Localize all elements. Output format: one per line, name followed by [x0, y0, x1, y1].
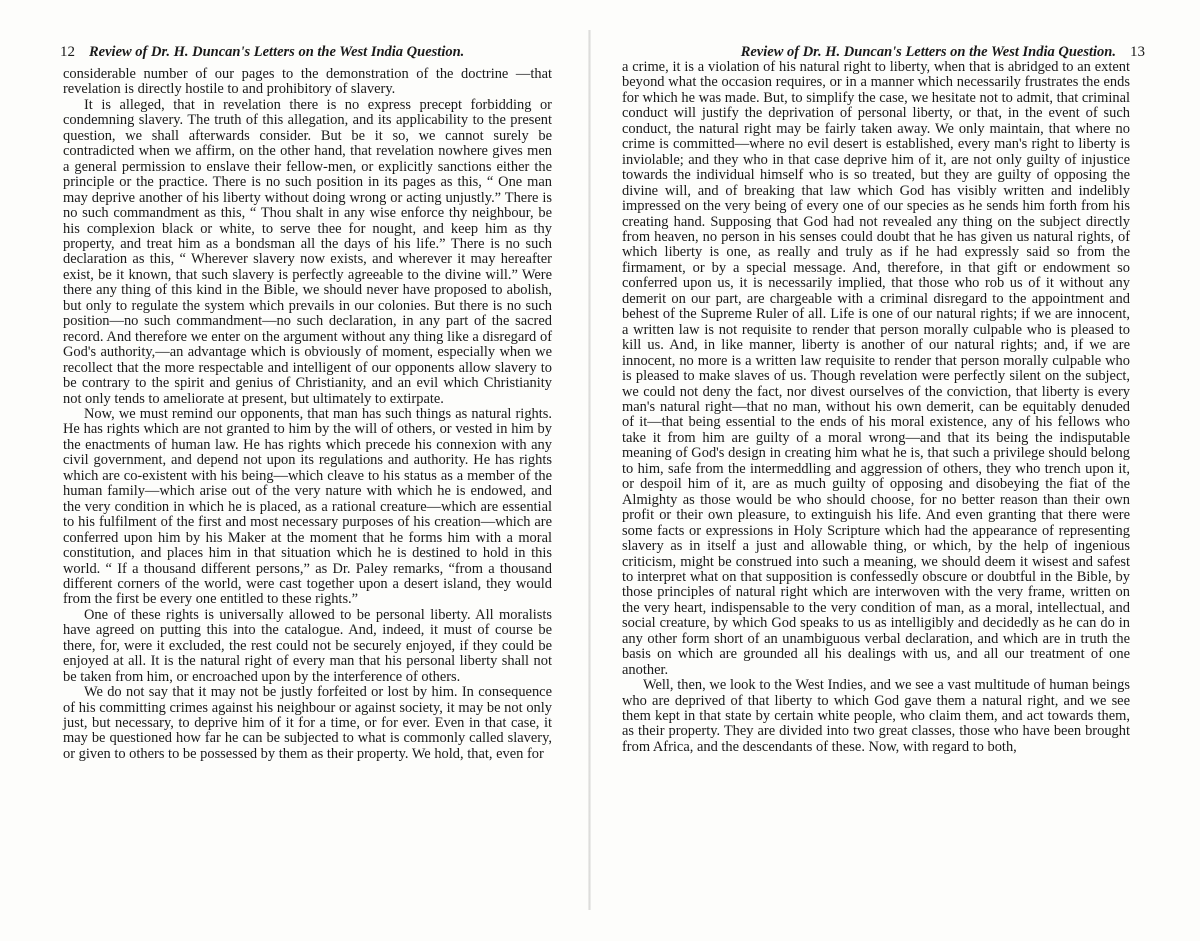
left-paragraph-5: We do not say that it may not be justly forfeited or lost by him. In consequence of his committing crimes against his neighbour or against society, it may be not only just, but necessary, to deprive him of it for a time, or for ever. Even in that case, it may be questioned how far he can be subjected to what is commonly called slavery, or given to others to be possessed by them as their property. We hold, that, even for	[63, 684, 552, 762]
right-running-head: Review of Dr. H. Duncan's Letters on the West India Question.	[740, 44, 1116, 60]
left-page-number: 12	[60, 44, 75, 60]
left-page-body	[63, 67, 552, 762]
right-paragraph-1: a crime, it is a violation of his natural right to liberty, when that is abridged to an extent beyond what the occasion requires, or in a manner which necessarily frustrates the ends for which he was made. But, to simplify the case, we hesitate not to admit, that criminal conduct will justify the deprivation of personal liberty, or that, in the event of such conduct, the natural right may be fairly taken away. We only maintain, that where no crime is committed—where no evil desert is established, every man's right to liberty is inviolable; and they who in that case deprive him of it, are not only guilty of injustice towards the individual himself who is so treated, but they are guilty of opposing the divine will, and of breaking that law which God has visibly written and indelibly impressed on the very being of every one of our species as he sends him forth from his creating hand. Supposing that God had not revealed any thing on the subject directly from heaven, no person in his senses could doubt that he has given us natural rights, of which liberty is one, as really and truly as if he had expressly said so from the firmament, or by a special message. And, therefore, in that gift or endowment so conferred upon us, it is necessarily implied, that those who rob us of it without any demerit on our part, are chargeable with a criminal disregard to the appointment and behest of the Supreme Ruler of all. Life is one of our natural rights; if we are innocent, a written law is not requisite to render that person morally culpable who is pleased to kill us. And, in like manner, liberty is another of our natural rights; and, if we are innocent, no more is a written law requisite to render that person morally culpable who is pleased to make slaves of us. Though revelation were perfectly silent on the subject, we could not deny the fact, nor divest ourselves of the conviction, that liberty is every man's natural right—that no man, without his own demerit, can be equitably denuded of it—that being essential to the ends of his moral existence, any of his fellows who take it from him are guilty of a moral wrong—and that its being the indisputable meaning of God's design in creating him what he is, that such a privilege should belong to him, safe from the intermeddling and aggression of others, they who trench upon it, or despoil him of it, are as much guilty of opposing and disobeying the fiat of the Almighty as those would be who should choose, for no better reason than their own profit or their own pleasure, to extinguish his life. And even granting that there were some facts or expressions in Holy Scripture which had the appearance of representing slavery as in itself a just and allowable thing, or which, by the help of ingenious criticism, might be construed into such a meaning, we should deem it wisest and safest to interpret what on that supposition is confessedly obscure or doubtful in the Bible, by those principles of natural right which are interwoven with the very frame, written on the very heart, indispensable to the very condition of man, as a moral, intellectual, and social creature, by which God speaks to us as intelligibly and decidedly as he can do in any other form short of an unambiguous verbal declaration, and which are in truth the basis on which are grounded all his dealings with us, and all our treatment of one another.	[622, 59, 1130, 678]
left-paragraph-1: considerable number of our pages to the demonstration of the doctrine —that revelation is directly hostile to and prohibitory of slavery.	[63, 66, 552, 98]
right-paragraph-2: Well, then, we look to the West Indies, and we see a vast multitude of human beings who are deprived of that liberty to which God gave them a natural right, and we see them kept in that state by certain white people, who claim them, and act towards them, as their property. They are divided into two great classes, those who have been brought from Africa, and the descendants of these. Now, with regard to both,	[622, 677, 1130, 755]
right-page	[600, 0, 1200, 941]
left-page-header	[60, 44, 555, 66]
left-paragraph-2: It is alleged, that in revelation there is no express precept forbidding or condemning slavery. The truth of this allegation, and its applicability to the present question, we shall afterwards consider. But be it so, we cannot surely be contradicted when we affirm, on the other hand, that revelation nowhere gives men a general permission to enslave their fellow-men, or explicitly sanctions either the principle or the practice. There is no such position in its pages as this, “ One man may deprive another of his liberty without doing wrong or acting unjustly.” There is no such commandment as this, “ Thou shalt in any wise enforce thy neighbour, be his complexion black or white, to serve thee for nought, and keep him as thy property, and treat him as a bondsman all the days of his life.” There is no such declaration as this, “ Wherever slavery now exists, and wherever it may hereafter exist, be it known, that such slavery is perfectly agreeable to the divine will.” Were there any thing of this kind in the Bible, we should never have proposed to abolish, but only to regulate the system which prevails in our colonies. But there is no such position—no such commandment—no such declaration, in any part of the sacred record. And therefore we enter on the argument without any thing like a disregard of God's authority,—an advantage which is obviously of moment, especially when we recollect that the more respectable and intelligent of our opponents allow slavery to be contrary to the spirit and genius of Christianity, and an evil which Christianity not only tends to ameliorate at present, but ultimately to extirpate.	[63, 96, 552, 407]
right-page-number: 13	[1130, 44, 1145, 60]
right-page-body	[622, 60, 1130, 755]
left-paragraph-4: One of these rights is universally allowed to be personal liberty. All moralists have agreed on putting this into the catalogue. And, indeed, it must of course be there, for, were it excluded, the rest could not be securely enjoyed, if they could be enjoyed at all. It is the natural right of every man that his personal liberty shall not be taken from him, or encroached upon by the interference of others.	[63, 606, 552, 685]
left-paragraph-3: Now, we must remind our opponents, that man has such things as natural rights. He has rights which are not granted to him by the will of others, or vested in him by the enactments of human law. He has rights which precede his connexion with any civil government, and depend not upon its regulations and authority. He has rights which are co-existent with his being—which cleave to his status as a member of the human family—which arise out of the very nature with which he is endowed, and the very condition in which he is placed, as a rational creature—which are essential to his fulfilment of the first and most necessary purposes of his creation—which are conferred upon him by his Maker at the moment that he forms him with a moral constitution, and places him in that situation which he is destined to hold in this world. “ If a thousand different persons,” as Dr. Paley remarks, “from a thousand different corners of the world, were cast together upon a desert island, they would from the first be every one entitled to these rights.”	[63, 405, 552, 608]
left-running-head: Review of Dr. H. Duncan's Letters on the West India Question.	[89, 44, 465, 60]
book-gutter	[588, 30, 591, 910]
